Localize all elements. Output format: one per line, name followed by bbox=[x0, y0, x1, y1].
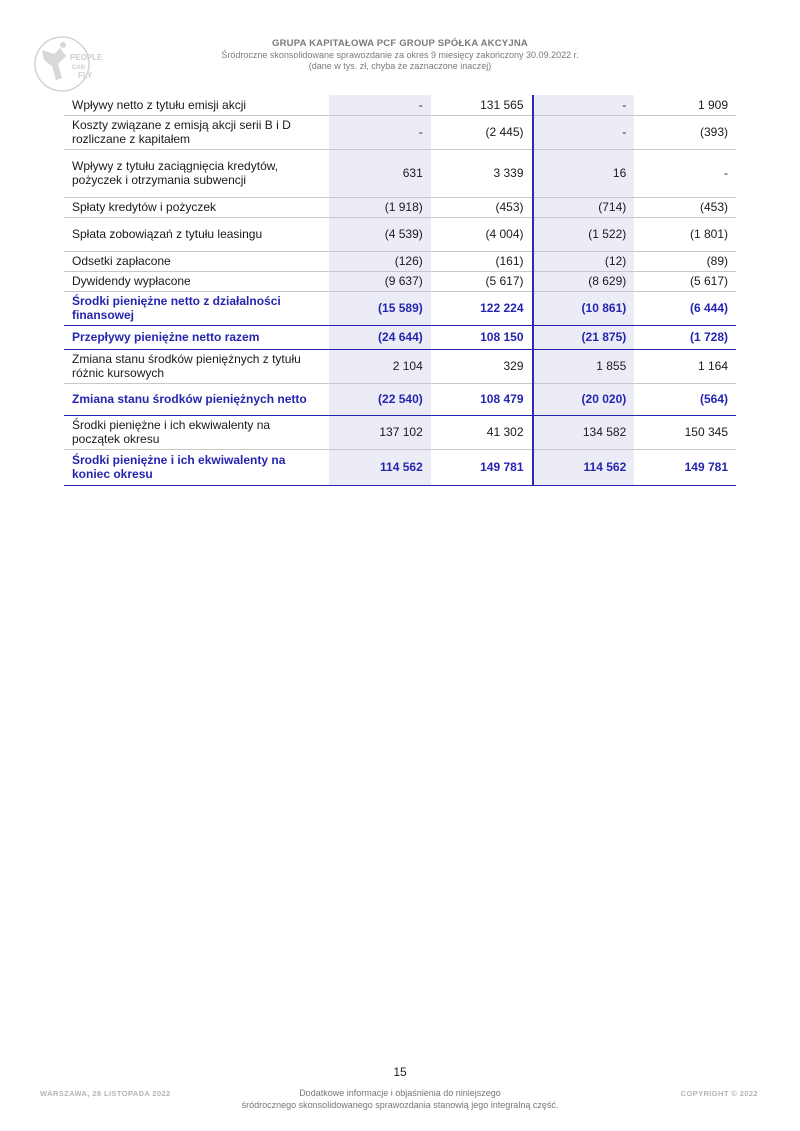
row-value: (1 801) bbox=[634, 217, 736, 251]
row-value: - bbox=[533, 95, 635, 115]
row-value: 149 781 bbox=[634, 449, 736, 485]
row-value: (161) bbox=[431, 251, 533, 271]
row-value: (453) bbox=[431, 197, 533, 217]
row-label: Zmiana stanu środków pieniężnych netto bbox=[64, 383, 329, 415]
row-value: (5 617) bbox=[431, 271, 533, 291]
row-value: (24 644) bbox=[329, 325, 431, 349]
row-value: (21 875) bbox=[533, 325, 635, 349]
row-value: - bbox=[634, 149, 736, 197]
row-value: (1 918) bbox=[329, 197, 431, 217]
row-value: 1 164 bbox=[634, 349, 736, 383]
table-row bbox=[64, 349, 736, 383]
header-title: GRUPA KAPITAŁOWA PCF GROUP SPÓŁKA AKCYJNA bbox=[272, 38, 528, 49]
row-value: (12) bbox=[533, 251, 635, 271]
table-row-total bbox=[64, 383, 736, 415]
table-row bbox=[64, 251, 736, 271]
table-row bbox=[64, 115, 736, 149]
footer-note-line1: Dodatkowe informacje i objaśnienia do niniejszego bbox=[299, 1088, 501, 1098]
row-value: (6 444) bbox=[634, 291, 736, 325]
footer-copyright: COPYRIGHT © 2022 bbox=[680, 1089, 758, 1098]
logo-line3: FLY bbox=[78, 71, 93, 80]
row-value: - bbox=[329, 95, 431, 115]
row-value: (1 728) bbox=[634, 325, 736, 349]
row-value: (564) bbox=[634, 383, 736, 415]
row-value: - bbox=[329, 115, 431, 149]
table-row bbox=[64, 95, 736, 115]
row-label: Spłaty kredytów i pożyczek bbox=[64, 197, 329, 217]
row-value: 2 104 bbox=[329, 349, 431, 383]
row-value: (393) bbox=[634, 115, 736, 149]
row-value: 108 150 bbox=[431, 325, 533, 349]
row-value: (89) bbox=[634, 251, 736, 271]
table-row-total bbox=[64, 291, 736, 325]
header-unit-note: (dane w tys. zł, chyba że zaznaczone inaczej) bbox=[308, 61, 492, 71]
row-value: 150 345 bbox=[634, 415, 736, 449]
row-label: Wpływy netto z tytułu emisji akcji bbox=[64, 95, 329, 115]
table-row bbox=[64, 415, 736, 449]
table-row bbox=[64, 197, 736, 217]
row-value: 131 565 bbox=[431, 95, 533, 115]
table-row bbox=[64, 149, 736, 197]
table-row bbox=[64, 217, 736, 251]
row-value: 41 302 bbox=[431, 415, 533, 449]
document-header bbox=[150, 38, 650, 71]
row-label: Wpływy z tytułu zaciągnięcia kredytów, pożyczek i otrzymania subwencji bbox=[64, 149, 329, 197]
row-value: 149 781 bbox=[431, 449, 533, 485]
page-number: 15 bbox=[393, 1065, 407, 1079]
row-value: (9 637) bbox=[329, 271, 431, 291]
row-value: (126) bbox=[329, 251, 431, 271]
logo-line1: PEOPLE bbox=[70, 53, 103, 62]
row-value: (714) bbox=[533, 197, 635, 217]
row-label: Środki pieniężne netto z działalności finansowej bbox=[64, 291, 329, 325]
row-value: (4 004) bbox=[431, 217, 533, 251]
row-label: Dywidendy wypłacone bbox=[64, 271, 329, 291]
row-value: 1 855 bbox=[533, 349, 635, 383]
row-label: Przepływy pieniężne netto razem bbox=[64, 325, 329, 349]
row-value: 3 339 bbox=[431, 149, 533, 197]
row-value: (15 589) bbox=[329, 291, 431, 325]
row-value: 1 909 bbox=[634, 95, 736, 115]
logo-line2: CAN bbox=[72, 65, 85, 71]
row-value: (453) bbox=[634, 197, 736, 217]
row-value: 329 bbox=[431, 349, 533, 383]
row-value: 134 582 bbox=[533, 415, 635, 449]
row-value: (22 540) bbox=[329, 383, 431, 415]
row-value: 114 562 bbox=[533, 449, 635, 485]
row-value: 114 562 bbox=[329, 449, 431, 485]
row-label: Zmiana stanu środków pieniężnych z tytułu różnic kursowych bbox=[64, 349, 329, 383]
row-value: (2 445) bbox=[431, 115, 533, 149]
row-value: - bbox=[533, 115, 635, 149]
table-row-total bbox=[64, 325, 736, 349]
company-logo bbox=[32, 34, 103, 94]
row-label: Środki pieniężne i ich ekwiwalenty na początek okresu bbox=[64, 415, 329, 449]
header-subtitle: Śródroczne skonsolidowane sprawozdanie za okres 9 miesięcy zakończony 30.09.2022 r. bbox=[221, 50, 579, 60]
row-value: (5 617) bbox=[634, 271, 736, 291]
row-value: 631 bbox=[329, 149, 431, 197]
table-row bbox=[64, 271, 736, 291]
row-label: Środki pieniężne i ich ekwiwalenty na koniec okresu bbox=[64, 449, 329, 485]
row-value: 122 224 bbox=[431, 291, 533, 325]
people-can-fly-logo-icon bbox=[32, 34, 103, 94]
row-value: (1 522) bbox=[533, 217, 635, 251]
table-row-total bbox=[64, 449, 736, 485]
row-value: (4 539) bbox=[329, 217, 431, 251]
row-label: Koszty związane z emisją akcji serii B i D rozliczane z kapitałem bbox=[64, 115, 329, 149]
row-value: (10 861) bbox=[533, 291, 635, 325]
cash-flow-table bbox=[64, 95, 736, 486]
row-label: Spłata zobowiązań z tytułu leasingu bbox=[64, 217, 329, 251]
row-value: (8 629) bbox=[533, 271, 635, 291]
footer-date: WARSZAWA, 28 LISTOPADA 2022 bbox=[40, 1089, 171, 1098]
row-value: (20 020) bbox=[533, 383, 635, 415]
row-value: 108 479 bbox=[431, 383, 533, 415]
row-value: 137 102 bbox=[329, 415, 431, 449]
footer-note bbox=[200, 1087, 600, 1111]
row-label: Odsetki zapłacone bbox=[64, 251, 329, 271]
row-value: 16 bbox=[533, 149, 635, 197]
footer-note-line2: śródrocznego skonsolidowanego sprawozdania stanowią jego integralną część. bbox=[241, 1100, 559, 1110]
